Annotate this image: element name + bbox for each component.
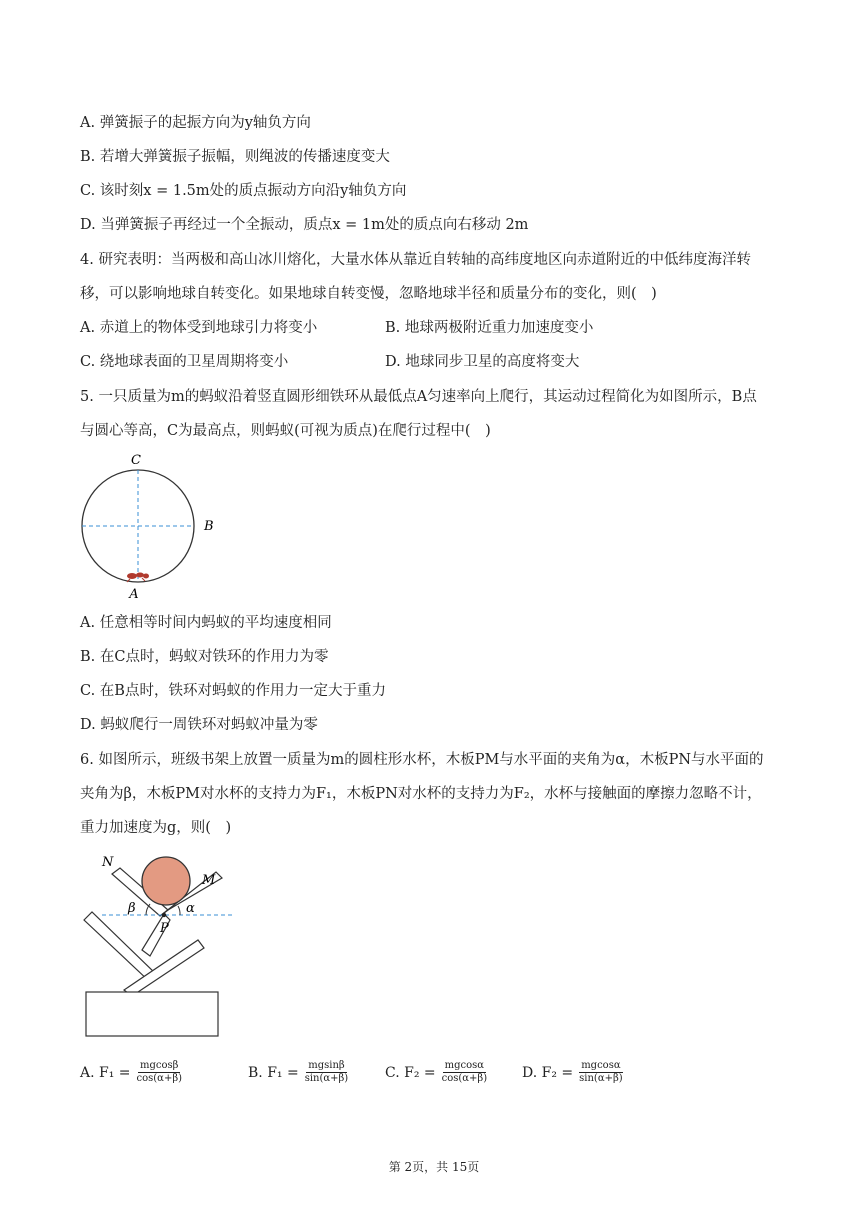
label-m: M xyxy=(202,873,216,888)
label-p: P xyxy=(160,921,169,936)
q6-option-d-numerator: mgcosα xyxy=(581,1060,621,1071)
q4-stem-line1: 4. 研究表明：当两极和高山冰川熔化，大量水体从靠近自转轴的高纬度地区向赤道附近的中低纬度海洋转 xyxy=(80,252,751,268)
page-footer: 第 2页，共 15页 xyxy=(388,1160,480,1174)
q6-stem-line1: 6. 如图所示，班级书架上放置一质量为m的圆柱形水杯，木板PM与水平面的夹角为α，木板PN与水平面的 xyxy=(80,752,764,768)
q6-option-b-denominator: sin(α+β) xyxy=(304,1073,349,1084)
q6-option-c-prefix: C. F₂ = xyxy=(385,1064,436,1081)
label-b: B xyxy=(204,519,214,534)
q6-option-b-numerator: mgsinβ xyxy=(308,1060,345,1071)
q6-stem-line2: 夹角为β，木板PM对水杯的支持力为F₁，木板PN对水杯的支持力为F₂，水杯与接触面的摩擦力忽略不计， xyxy=(80,786,762,802)
q4-option-c: C. 绕地球表面的卫星周期将变小 xyxy=(80,354,289,370)
q5-option-c: C. 在B点时，铁环对蚂蚁的作用力一定大于重力 xyxy=(80,683,386,699)
q4-option-d: D. 地球同步卫星的高度将变大 xyxy=(385,354,580,370)
q6-option-b-fraction xyxy=(303,1060,351,1085)
q4-option-b: B. 地球两极附近重力加速度变小 xyxy=(385,320,594,336)
label-a: A xyxy=(129,587,139,602)
q3-option-c: C. 该时刻x = 1.5m处的质点振动方向沿y轴负方向 xyxy=(80,183,407,199)
q3-option-b: B. 若增大弹簧振子振幅，则绳波的传播速度变大 xyxy=(80,149,390,165)
point-p xyxy=(162,913,166,917)
q6-stem-line3: 重力加速度为g，则( ) xyxy=(80,820,232,836)
water-cup xyxy=(142,857,190,905)
q4-stem-line2: 移，可以影响地球自转变化。如果地球自转变慢，忽略地球半径和质量分布的变化，则( ) xyxy=(80,286,657,302)
q6-option-a-fraction xyxy=(135,1060,184,1085)
q5-option-d: D. 蚂蚁爬行一周铁环对蚂蚁冲量为零 xyxy=(80,717,318,733)
q6-option-c xyxy=(385,1060,489,1085)
q4-option-a: A. 赤道上的物体受到地球引力将变小 xyxy=(80,320,318,336)
q5-stem-line1: 5. 一只质量为m的蚂蚁沿着竖直圆形细铁环从最低点A匀速率向上爬行，其运动过程简化为如图所示，B点 xyxy=(80,389,757,405)
label-c: C xyxy=(131,453,141,468)
q6-option-c-fraction xyxy=(440,1060,489,1085)
q6-option-d-denominator: sin(α+β) xyxy=(579,1073,623,1084)
q5-option-b: B. 在C点时，蚂蚁对铁环的作用力为零 xyxy=(80,649,329,665)
q3-option-a: A. 弹簧振子的起振方向为y轴负方向 xyxy=(80,115,311,131)
label-n: N xyxy=(102,855,114,870)
q6-option-a xyxy=(80,1060,184,1085)
q6-option-d xyxy=(522,1060,625,1085)
label-alpha: α xyxy=(186,901,195,916)
base-block xyxy=(86,992,218,1036)
q6-bookshelf-figure xyxy=(80,848,240,1040)
q6-option-c-denominator: cos(α+β) xyxy=(441,1073,488,1084)
q6-option-d-fraction xyxy=(577,1060,625,1085)
q6-option-b-prefix: B. F₁ = xyxy=(248,1064,299,1081)
alpha-arc xyxy=(178,906,180,915)
q6-option-b xyxy=(248,1060,350,1085)
q6-option-a-prefix: A. F₁ = xyxy=(80,1064,131,1081)
q6-option-d-prefix: D. F₂ = xyxy=(522,1064,574,1081)
q6-option-a-numerator: mgcosβ xyxy=(140,1060,179,1071)
q6-option-a-denominator: cos(α+β) xyxy=(136,1073,182,1084)
label-beta: β xyxy=(128,901,136,916)
q3-option-d: D. 当弹簧振子再经过一个全振动，质点x = 1m处的质点向右移动 2m xyxy=(80,217,529,233)
q5-option-a: A. 任意相等时间内蚂蚁的平均速度相同 xyxy=(80,615,332,631)
q5-ring-figure xyxy=(70,448,230,603)
q6-option-c-numerator: mgcosα xyxy=(444,1060,485,1071)
q5-stem-line2: 与圆心等高，C为最高点，则蚂蚁(可视为质点)在爬行过程中( ) xyxy=(80,423,491,439)
